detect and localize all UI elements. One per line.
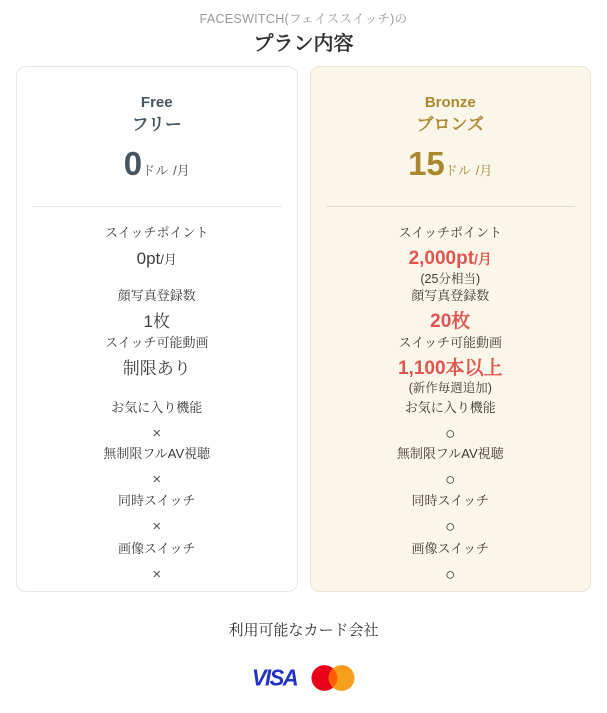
feature-value: 0pt/月 (136, 249, 177, 268)
feature-value: 1枚 (143, 312, 170, 331)
plan-price (17, 141, 297, 194)
price-currency: ドル (444, 163, 471, 178)
plan-card-bronze (310, 66, 592, 592)
feature-label: 同時スイッチ (411, 493, 489, 508)
feature-unlimited-av (311, 445, 591, 492)
page-header (0, 10, 607, 58)
feature-value: 20枚 (430, 311, 471, 332)
feature-note: (25分相当) (420, 272, 481, 286)
feature-label: 同時スイッチ (118, 493, 196, 508)
cross-mark-icon: × (152, 425, 162, 442)
feature-label: 無制限フルAV視聴 (396, 446, 504, 461)
feature-favorites (17, 399, 297, 445)
feature-label: 顔写真登録数 (411, 288, 490, 303)
feature-list (311, 207, 591, 601)
payment-footer (0, 620, 607, 692)
feature-label: スイッチポイント (398, 225, 502, 240)
cross-mark-icon: × (152, 518, 162, 535)
feature-switchable-videos (311, 334, 591, 399)
plan-name-en: Free (140, 94, 173, 111)
feature-label: 画像スイッチ (118, 541, 196, 556)
page-title: プラン内容 (253, 33, 354, 55)
plan-name-ja: ブロンズ (416, 115, 484, 134)
price-number: 0 (123, 145, 143, 182)
feature-label: 画像スイッチ (411, 541, 489, 556)
feature-simultaneous-switch (17, 492, 297, 540)
plan-cards (0, 66, 607, 592)
feature-label: 顔写真登録数 (117, 288, 196, 303)
feature-face-photos (311, 287, 591, 334)
feature-label: スイッチ可能動画 (398, 335, 502, 350)
feature-note: (新作毎週追加) (408, 381, 492, 395)
circle-mark-icon: ○ (445, 517, 456, 536)
feature-label: お気に入り機能 (404, 400, 496, 415)
feature-value: 制限あり (122, 359, 191, 378)
plan-card-free (16, 66, 298, 592)
feature-label: 無制限フルAV視聴 (103, 446, 211, 461)
plan-price (311, 141, 591, 194)
feature-label: スイッチポイント (105, 225, 209, 240)
feature-image-switch (311, 540, 591, 601)
plan-name-en: Bronze (424, 94, 476, 111)
price-number: 15 (408, 145, 445, 182)
feature-simultaneous-switch (311, 492, 591, 540)
payment-logos (0, 664, 607, 692)
feature-value: 1,100本以上 (397, 358, 503, 379)
feature-switch-points (17, 224, 297, 287)
feature-face-photos (17, 287, 297, 334)
price-period: /月 (173, 163, 190, 178)
circle-mark-icon: ○ (445, 424, 456, 443)
cross-mark-icon: × (152, 471, 162, 488)
mastercard-logo (311, 664, 355, 692)
payment-methods-label: 利用可能なカード会社 (228, 622, 379, 639)
feature-image-switch (17, 540, 297, 601)
feature-switchable-videos (17, 334, 297, 399)
feature-value: 2,000pt/月 (408, 248, 492, 269)
cross-mark-icon: × (152, 566, 162, 583)
price-currency: ドル (142, 163, 169, 178)
circle-mark-icon: ○ (445, 470, 456, 489)
circle-mark-icon: ○ (445, 565, 456, 584)
plan-name-ja: フリー (131, 115, 182, 134)
brand-line: FACESWITCH(フェイススイッチ)の (199, 12, 408, 26)
visa-logo: VISA (251, 664, 298, 691)
feature-label: スイッチ可能動画 (105, 335, 209, 350)
feature-label: お気に入り機能 (111, 400, 203, 415)
price-period: /月 (475, 163, 493, 178)
feature-list (17, 207, 297, 601)
feature-favorites (311, 399, 591, 445)
feature-switch-points (311, 224, 591, 287)
feature-unlimited-av (17, 445, 297, 492)
